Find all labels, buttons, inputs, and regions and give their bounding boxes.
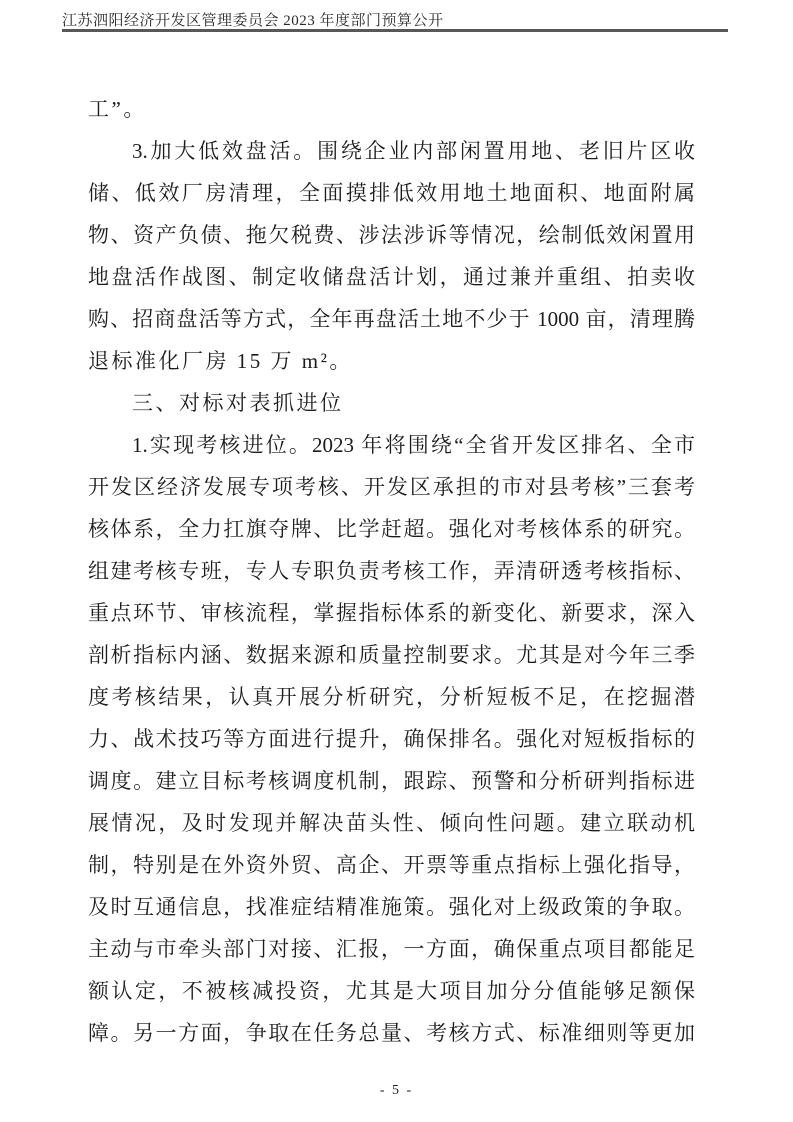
body-line: 展情况，及时发现并解决苗头性、倾向性问题。建立联动机 bbox=[88, 811, 695, 835]
body-line: 主动与市牵头部门对接、汇报，一方面，确保重点项目都能足 bbox=[88, 937, 695, 961]
body-line: 1.实现考核进位。2023 年将围绕“全省开发区排名、全市 bbox=[132, 433, 695, 457]
body-line: 3.加大低效盘活。围绕企业内部闲置用地、老旧片区收 bbox=[132, 139, 695, 163]
body-line: 组建考核专班，专人专职负责考核工作，弄清研透考核指标、 bbox=[88, 559, 695, 583]
body-line: 开发区经济发展专项考核、开发区承担的市对县考核”三套考 bbox=[88, 475, 695, 499]
body-line: 购、招商盘活等方式，全年再盘活土地不少于 1000 亩，清理腾 bbox=[88, 307, 695, 331]
body-line: 度考核结果，认真开展分析研究，分析短板不足，在挖掘潜 bbox=[88, 685, 695, 709]
body-line: 储、低效厂房清理，全面摸排低效用地土地面积、地面附属 bbox=[88, 181, 695, 205]
body-line: 障。另一方面，争取在任务总量、考核方式、标准细则等更加 bbox=[88, 1021, 695, 1045]
body-line: 工”。 bbox=[88, 97, 147, 121]
body-line: 退标准化厂房 15 万 m²。 bbox=[88, 349, 353, 373]
section-heading: 三、对标对表抓进位 bbox=[132, 391, 344, 415]
body-line: 重点环节、审核流程，掌握指标体系的新变化、新要求，深入 bbox=[88, 601, 695, 625]
body-line: 调度。建立目标考核调度机制，跟踪、预警和分析研判指标进 bbox=[88, 769, 695, 793]
body-line: 剖析指标内涵、数据来源和质量控制要求。尤其是对今年三季 bbox=[88, 643, 695, 667]
header-title: 江苏泗阳经济开发区管理委员会 2023 年度部门预算公开 bbox=[62, 13, 444, 29]
body-line: 地盘活作战图、制定收储盘活计划，通过兼并重组、拍卖收 bbox=[88, 265, 695, 289]
body-line: 力、战术技巧等方面进行提升，确保排名。强化对短板指标的 bbox=[88, 727, 695, 751]
page-number: - 5 - bbox=[379, 1083, 414, 1098]
header-rule bbox=[62, 29, 728, 32]
body-line: 额认定，不被核减投资，尤其是大项目加分分值能够足额保 bbox=[88, 979, 695, 1003]
page-header bbox=[62, 9, 730, 30]
body-line: 及时互通信息，找准症结精准施策。强化对上级政策的争取。 bbox=[88, 895, 695, 919]
body-line: 制，特别是在外资外贸、高企、开票等重点指标上强化指导， bbox=[88, 853, 695, 877]
body-line: 物、资产负债、拖欠税费、涉法涉诉等情况，绘制低效闲置用 bbox=[88, 223, 695, 247]
document-body bbox=[88, 88, 695, 1054]
body-line: 核体系，全力扛旗夺牌、比学赶超。强化对考核体系的研究。 bbox=[88, 517, 695, 541]
